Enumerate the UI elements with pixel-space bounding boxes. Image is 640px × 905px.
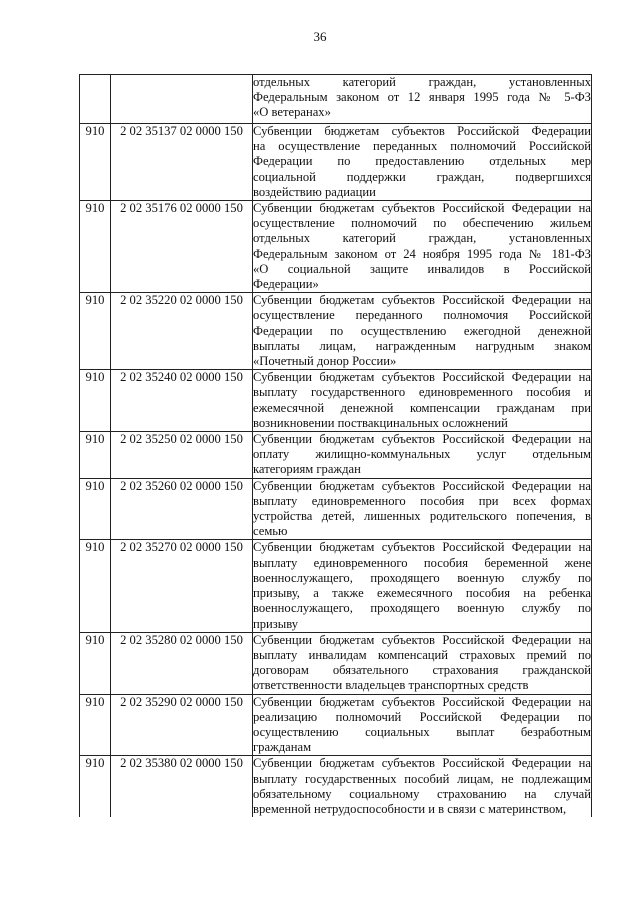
text-line: отдельных категорий граждан, установленных xyxy=(253,75,591,89)
classification-code-cell: 2 02 35176 02 0000 150 xyxy=(111,201,253,293)
text-line: осуществление полномочий по обеспечению жильем xyxy=(253,216,591,231)
table-row xyxy=(80,201,592,293)
text-line: Субвенции бюджетам субъектов Российской Федерации на xyxy=(253,632,591,647)
table-row xyxy=(80,694,592,756)
budget-revenue-table xyxy=(79,74,592,817)
text-line: выплаты лицам, награжденным нагрудным знаком xyxy=(253,338,591,353)
text-line: военнослужащего, проходящего военную службу по xyxy=(253,601,591,616)
text-line: Субвенции бюджетам субъектов Российской Федерации на xyxy=(253,694,591,709)
admin-code-cell: 910 xyxy=(80,540,111,632)
text-line: призыву, а также ежемесячного пособия на ребенка xyxy=(253,586,591,601)
admin-code-cell: 910 xyxy=(80,201,111,293)
revenue-name-cell xyxy=(253,540,592,632)
text-line: Субвенции бюджетам субъектов Российской Федерации на xyxy=(253,478,591,493)
text-line: временной нетрудоспособности и в связи с материнством, xyxy=(253,801,567,816)
revenue-name-cell xyxy=(253,632,592,694)
text-line: отдельных категорий граждан, установленных xyxy=(253,231,591,246)
table-row xyxy=(80,632,592,694)
continuation-row xyxy=(80,75,592,124)
text-line: «Почетный донор России» xyxy=(253,354,397,369)
text-line: на осуществление переданных полномочий Российской xyxy=(253,139,591,154)
table-body xyxy=(80,75,592,818)
classification-code-cell: 2 02 35270 02 0000 150 xyxy=(111,540,253,632)
table-row xyxy=(80,432,592,479)
admin-code-cell: 910 xyxy=(80,756,111,817)
text-line: Федерации» xyxy=(253,277,319,292)
admin-code-cell xyxy=(80,75,111,124)
table-row xyxy=(80,124,592,201)
revenue-name-cell xyxy=(253,201,592,293)
text-line: Субвенции бюджетам субъектов Российской Федерации на xyxy=(253,756,591,771)
text-line: выплату государственных пособий лицам, не подлежащим xyxy=(253,771,591,786)
classification-code-cell: 2 02 35260 02 0000 150 xyxy=(111,478,253,540)
text-line: Субвенции бюджетам субъектов Российской Федерации на xyxy=(253,432,591,447)
admin-code-cell: 910 xyxy=(80,632,111,694)
table-row xyxy=(80,540,592,632)
classification-code-cell: 2 02 35380 02 0000 150 xyxy=(111,756,253,817)
revenue-name-cell xyxy=(253,75,592,124)
text-line: реализацию полномочий Российской Федерации по xyxy=(253,709,591,724)
table-row xyxy=(80,756,592,817)
admin-code-cell: 910 xyxy=(80,478,111,540)
text-line: семью xyxy=(253,524,288,539)
text-line: выплату государственного единовременного пособия и xyxy=(253,385,591,400)
revenue-name-cell xyxy=(253,478,592,540)
text-line: обязательному социальному страхованию на случай xyxy=(253,786,591,801)
text-line: выплату инвалидам компенсаций страховых премий по xyxy=(253,647,591,662)
page-number: 36 xyxy=(313,29,327,44)
text-line: социальной поддержки граждан, подвергшихся xyxy=(253,169,591,184)
text-line: Федеральным законом от 24 ноября 1995 года № 181-ФЗ xyxy=(253,246,591,261)
table-row xyxy=(80,370,592,432)
admin-code-cell: 910 xyxy=(80,293,111,370)
text-line: Субвенции бюджетам субъектов Российской Федерации на xyxy=(253,293,591,308)
table-row xyxy=(80,478,592,540)
text-line: «О ветеранах» xyxy=(253,105,331,120)
text-line: Субвенции бюджетам субъектов Российской Федерации на xyxy=(253,370,591,385)
admin-code-cell: 910 xyxy=(80,124,111,201)
text-line: категориям граждан xyxy=(253,462,361,477)
classification-code-cell: 2 02 35240 02 0000 150 xyxy=(111,370,253,432)
text-line: «О социальной защите инвалидов в Российской xyxy=(253,261,591,276)
classification-code-cell: 2 02 35290 02 0000 150 xyxy=(111,694,253,756)
table-row xyxy=(80,293,592,370)
text-line: осуществлению социальных выплат безработным xyxy=(253,724,591,739)
text-line: Федерации по осуществлению ежегодной денежной xyxy=(253,323,591,338)
text-line: Федеральным законом от 12 января 1995 года № 5-ФЗ xyxy=(253,90,591,105)
text-line: ежемесячной денежной компенсации гражданам при xyxy=(253,400,591,415)
text-line: призыву xyxy=(253,616,299,631)
classification-code-cell: 2 02 35137 02 0000 150 xyxy=(111,124,253,201)
admin-code-cell: 910 xyxy=(80,432,111,479)
text-line: осуществление переданного полномочия Российской xyxy=(253,308,591,323)
text-line: Федерации по предоставлению отдельных мер xyxy=(253,154,591,169)
text-line: Субвенции бюджетам субъектов Российской Федерации на xyxy=(253,201,591,216)
text-line: договорам обязательного страхования гражданской xyxy=(253,663,591,678)
classification-code-cell: 2 02 35220 02 0000 150 xyxy=(111,293,253,370)
revenue-name-cell xyxy=(253,756,592,817)
admin-code-cell: 910 xyxy=(80,694,111,756)
text-line: устройства детей, лишенных родительского попечения, в xyxy=(253,509,591,524)
text-line: выплату единовременного пособия при всех формах xyxy=(253,493,591,508)
revenue-name-cell xyxy=(253,370,592,432)
text-line: ответственности владельцев транспортных средств xyxy=(253,678,529,693)
revenue-name-cell xyxy=(253,432,592,479)
revenue-name-cell xyxy=(253,124,592,201)
classification-code-cell: 2 02 35250 02 0000 150 xyxy=(111,432,253,479)
text-line: возникновении поствакцинальных осложнений xyxy=(253,415,508,430)
text-line: гражданам xyxy=(253,740,312,755)
classification-code-cell xyxy=(111,75,253,124)
text-line: Субвенции бюджетам субъектов Российской Федерации xyxy=(253,124,591,138)
text-line: воздействию радиации xyxy=(253,184,376,199)
classification-code-cell: 2 02 35280 02 0000 150 xyxy=(111,632,253,694)
text-line: выплату единовременного пособия беременной жене xyxy=(253,555,591,570)
admin-code-cell: 910 xyxy=(80,370,111,432)
text-line: оплату жилищно-коммунальных услуг отдельным xyxy=(253,447,591,462)
revenue-name-cell xyxy=(253,293,592,370)
revenue-name-cell xyxy=(253,694,592,756)
text-line: военнослужащего, проходящего военную службу по xyxy=(253,570,591,585)
text-line: Субвенции бюджетам субъектов Российской Федерации на xyxy=(253,540,591,555)
